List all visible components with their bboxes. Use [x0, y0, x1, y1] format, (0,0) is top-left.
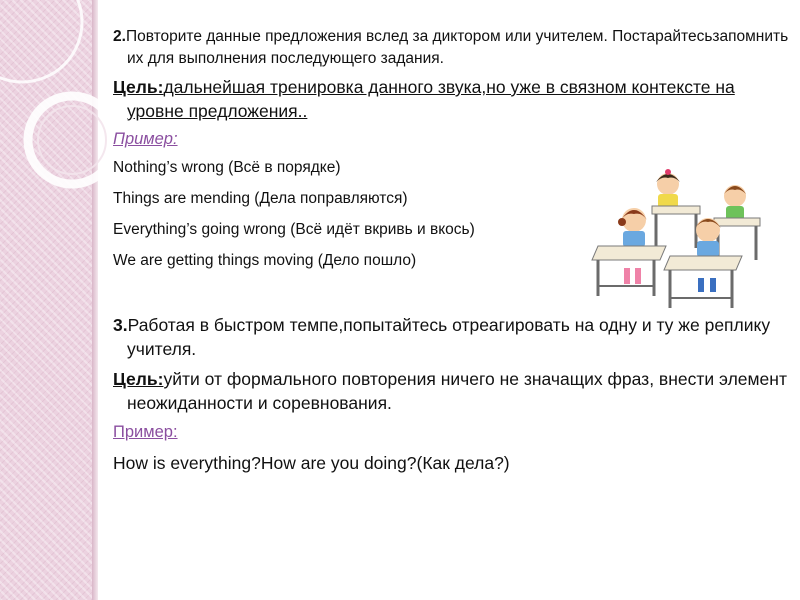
section-3-goal	[113, 367, 793, 415]
classroom-students-icon	[588, 168, 768, 318]
desk	[664, 256, 742, 270]
section-3-example-label: Пример:	[113, 423, 178, 441]
section-2-goal	[113, 75, 793, 123]
student-front-right	[695, 218, 721, 292]
example-line: We are getting things moving (Дело пошло)	[113, 252, 417, 269]
section-3-example-text: How is everything?How are you doing?(Как дела?)	[113, 453, 510, 473]
example-line: Things are mending (Дела поправляются)	[113, 190, 408, 207]
desk	[652, 206, 700, 214]
section-2-instruction	[113, 26, 793, 70]
section-3-text: Работая в быстром темпе,попытайтесь отреагировать на одну и ту же реплику учителя.	[127, 315, 771, 359]
section-2-goal-text: дальнейшая тренировка данного звука,но уже в связном контексте на уровне предложения..	[127, 77, 735, 121]
section-3-goal-text: уйти от формального повторения ничего не значащих фраз, внести элемент неожиданности и соревнования.	[127, 369, 787, 413]
section-2-example-label: Пример:	[113, 130, 178, 148]
student-back-left	[656, 169, 680, 208]
desk	[714, 218, 760, 226]
section-3-instruction	[113, 313, 793, 361]
section-3-number: 3.	[113, 315, 128, 335]
student-back-right	[724, 185, 746, 220]
section-2-number: 2.	[113, 28, 126, 45]
example-line: Nothing’s wrong (Всё в порядке)	[113, 159, 341, 176]
example-list	[113, 158, 583, 271]
section-2-text: Повторите данные предложения вслед за диктором или учителем. Постарайтесьзапомнить их для выполнения последующего задания.	[125, 28, 789, 67]
example-line: Everything’s going wrong (Всё идёт вкривь и вкось)	[113, 221, 475, 238]
section-3-goal-label: Цель:	[113, 369, 164, 389]
section-2-goal-label: Цель:	[113, 77, 164, 97]
desk	[592, 246, 666, 260]
